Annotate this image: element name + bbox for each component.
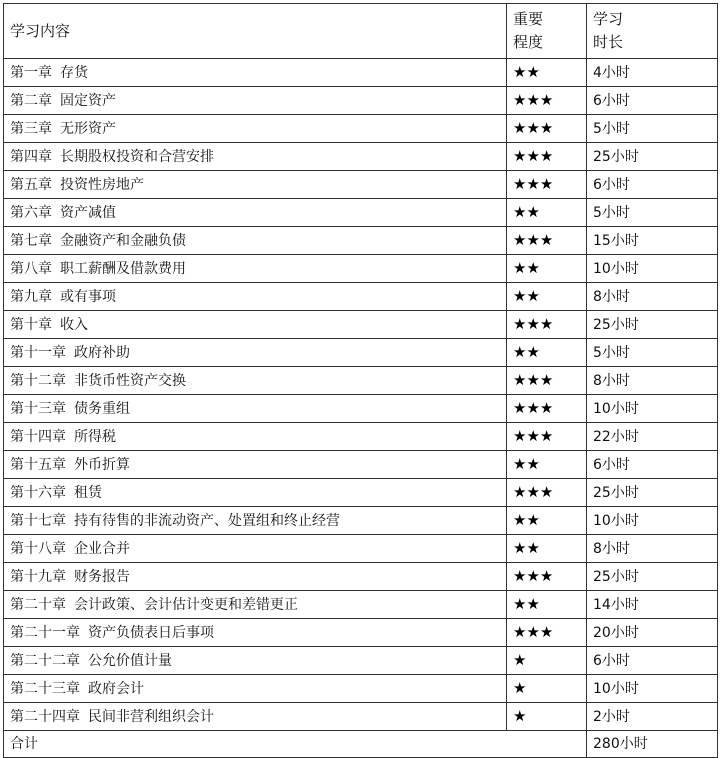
importance-stars: ★ [513,679,527,697]
study-plan-table [3,3,718,758]
importance-cell [507,451,587,479]
chapter-title: 资产减值 [60,204,116,221]
hours-value: 5小时 [593,344,630,361]
chapter-cell [4,311,507,339]
chapter-title: 持有待售的非流动资产、处置组和终止经营 [74,512,340,529]
hours-cell [587,423,718,451]
header-row [4,4,718,59]
hours-value: 6小时 [593,176,630,193]
chapter-title: 收入 [60,316,88,333]
chapter-cell [4,535,507,563]
table-row [4,647,718,675]
chapter-number: 第十三章 [10,400,66,417]
chapter-number: 第九章 [10,288,52,305]
table-row [4,675,718,703]
table-body [4,4,718,758]
importance-stars: ★★ [513,287,540,305]
hours-value: 15小时 [593,232,639,249]
chapter-title: 投资性房地产 [60,176,144,193]
chapter-title: 固定资产 [60,92,116,109]
table-row [4,367,718,395]
hours-cell [587,703,718,731]
chapter-number: 第八章 [10,260,52,277]
importance-cell [507,227,587,255]
importance-cell [507,507,587,535]
header-importance-line2: 程度 [513,33,544,51]
table-row [4,255,718,283]
chapter-title: 租赁 [74,484,102,501]
chapter-cell [4,423,507,451]
hours-value: 14小时 [593,596,639,613]
chapter-number: 第二十二章 [10,652,80,669]
chapter-number: 第三章 [10,120,52,137]
importance-cell [507,675,587,703]
table-row [4,535,718,563]
importance-stars: ★★★ [513,91,554,109]
importance-cell [507,563,587,591]
chapter-title: 或有事项 [60,288,116,305]
hours-value: 10小时 [593,512,639,529]
chapter-cell [4,619,507,647]
importance-stars: ★★ [513,511,540,529]
chapter-number: 第十二章 [10,372,66,389]
importance-cell [507,283,587,311]
importance-cell [507,367,587,395]
hours-value: 25小时 [593,484,639,501]
hours-cell [587,647,718,675]
table-row [4,115,718,143]
total-label-cell [4,731,587,758]
hours-value: 10小时 [593,680,639,697]
chapter-title: 财务报告 [74,568,130,585]
importance-cell [507,59,587,87]
importance-cell [507,171,587,199]
hours-cell [587,367,718,395]
importance-stars: ★★★ [513,315,554,333]
chapter-title: 公允价值计量 [88,652,172,669]
importance-stars: ★★ [513,63,540,81]
chapter-number: 第十一章 [10,344,66,361]
chapter-title: 债务重组 [74,400,130,417]
table-row [4,87,718,115]
hours-cell [587,675,718,703]
importance-stars: ★★ [513,203,540,221]
importance-stars: ★★ [513,595,540,613]
importance-cell [507,255,587,283]
chapter-cell [4,59,507,87]
table-row [4,227,718,255]
hours-value: 10小时 [593,400,639,417]
chapter-title: 资产负债表日后事项 [88,624,214,641]
chapter-number: 第十四章 [10,428,66,445]
importance-stars: ★★★ [513,119,554,137]
hours-cell [587,507,718,535]
total-hours-cell [587,731,718,758]
hours-value: 8小时 [593,288,630,305]
importance-cell [507,423,587,451]
importance-stars: ★★★ [513,231,554,249]
chapter-number: 第七章 [10,232,52,249]
hours-cell [587,227,718,255]
hours-cell [587,171,718,199]
importance-cell [507,87,587,115]
importance-stars: ★★★ [513,427,554,445]
chapter-cell [4,395,507,423]
chapter-title: 会计政策、会计估计变更和差错更正 [74,596,298,613]
table-row [4,591,718,619]
chapter-number: 第四章 [10,148,52,165]
importance-cell [507,591,587,619]
chapter-title: 政府补助 [74,344,130,361]
hours-value: 6小时 [593,92,630,109]
table-row [4,283,718,311]
chapter-number: 第十六章 [10,484,66,501]
hours-value: 4小时 [593,64,630,81]
hours-cell [587,395,718,423]
chapter-cell [4,451,507,479]
header-duration-line1: 学习 [593,10,624,28]
hours-cell [587,255,718,283]
importance-cell [507,647,587,675]
chapter-title: 存货 [60,64,88,81]
hours-cell [587,479,718,507]
chapter-title: 外币折算 [74,456,130,473]
hours-cell [587,115,718,143]
chapter-cell [4,647,507,675]
chapter-cell [4,87,507,115]
chapter-title: 民间非营利组织会计 [88,708,214,725]
hours-value: 25小时 [593,568,639,585]
hours-cell [587,59,718,87]
chapter-cell [4,171,507,199]
hours-cell [587,591,718,619]
hours-value: 25小时 [593,148,639,165]
hours-cell [587,339,718,367]
importance-stars: ★ [513,707,527,725]
chapter-number: 第十九章 [10,568,66,585]
importance-stars: ★★ [513,539,540,557]
hours-cell [587,143,718,171]
hours-value: 10小时 [593,260,639,277]
chapter-cell [4,115,507,143]
chapter-number: 第二十三章 [10,680,80,697]
hours-value: 8小时 [593,540,630,557]
importance-stars: ★★ [513,455,540,473]
chapter-title: 非货币性资产交换 [74,372,186,389]
chapter-number: 第一章 [10,64,52,81]
header-content: 学习内容 [4,4,507,59]
hours-cell [587,199,718,227]
chapter-title: 长期股权投资和合营安排 [60,148,214,165]
table-row [4,199,718,227]
chapter-cell [4,367,507,395]
hours-value: 5小时 [593,120,630,137]
chapter-cell [4,339,507,367]
importance-cell [507,619,587,647]
table-row [4,395,718,423]
table-row [4,507,718,535]
hours-cell [587,535,718,563]
importance-cell [507,395,587,423]
importance-stars: ★★ [513,259,540,277]
chapter-title: 无形资产 [60,120,116,137]
hours-value: 5小时 [593,204,630,221]
table-row [4,339,718,367]
importance-cell [507,703,587,731]
hours-cell [587,563,718,591]
header-duration-line2: 时长 [593,33,624,51]
chapter-number: 第十五章 [10,456,66,473]
hours-cell [587,451,718,479]
table-row [4,171,718,199]
importance-stars: ★★★ [513,175,554,193]
total-hours: 280小时 [593,736,648,752]
importance-stars: ★★★ [513,371,554,389]
importance-cell [507,479,587,507]
hours-value: 8小时 [593,372,630,389]
hours-cell [587,311,718,339]
hours-value: 2小时 [593,708,630,725]
importance-cell [507,339,587,367]
chapter-number: 第二章 [10,92,52,109]
header-duration [587,4,718,59]
chapter-cell [4,227,507,255]
importance-cell [507,143,587,171]
chapter-number: 第二十四章 [10,708,80,725]
chapter-cell [4,703,507,731]
importance-stars: ★★★ [513,147,554,165]
chapter-cell [4,199,507,227]
chapter-number: 第十章 [10,316,52,333]
importance-cell [507,535,587,563]
hours-value: 22小时 [593,428,639,445]
total-label: 合计 [10,736,38,752]
hours-value: 20小时 [593,624,639,641]
chapter-title: 职工薪酬及借款费用 [60,260,186,277]
chapter-number: 第十七章 [10,512,66,529]
chapter-cell [4,591,507,619]
chapter-cell [4,255,507,283]
table-row [4,703,718,731]
chapter-title: 所得税 [74,428,116,445]
table-row [4,451,718,479]
chapter-number: 第五章 [10,176,52,193]
chapter-cell [4,283,507,311]
importance-cell [507,311,587,339]
table-row [4,423,718,451]
chapter-number: 第二十章 [10,596,66,613]
hours-value: 6小时 [593,652,630,669]
importance-stars: ★★★ [513,399,554,417]
chapter-number: 第十八章 [10,540,66,557]
chapter-cell [4,675,507,703]
chapter-title: 金融资产和金融负债 [60,232,186,249]
table-row [4,479,718,507]
hours-cell [587,283,718,311]
importance-stars: ★★★ [513,623,554,641]
table-row [4,619,718,647]
chapter-title: 政府会计 [88,680,144,697]
chapter-cell [4,143,507,171]
importance-cell [507,115,587,143]
chapter-number: 第六章 [10,204,52,221]
chapter-title: 企业合并 [74,540,130,557]
importance-stars: ★ [513,651,527,669]
chapter-cell [4,479,507,507]
hours-value: 25小时 [593,316,639,333]
importance-cell [507,199,587,227]
hours-value: 6小时 [593,456,630,473]
chapter-cell [4,507,507,535]
table-row [4,311,718,339]
hours-cell [587,87,718,115]
importance-stars: ★★★ [513,483,554,501]
header-importance [507,4,587,59]
table-row [4,563,718,591]
importance-stars: ★★★ [513,567,554,585]
chapter-cell [4,563,507,591]
importance-stars: ★★ [513,343,540,361]
chapter-number: 第二十一章 [10,624,80,641]
table-row [4,59,718,87]
header-importance-line1: 重要 [513,10,544,28]
hours-cell [587,619,718,647]
table-row [4,143,718,171]
total-row [4,731,718,758]
